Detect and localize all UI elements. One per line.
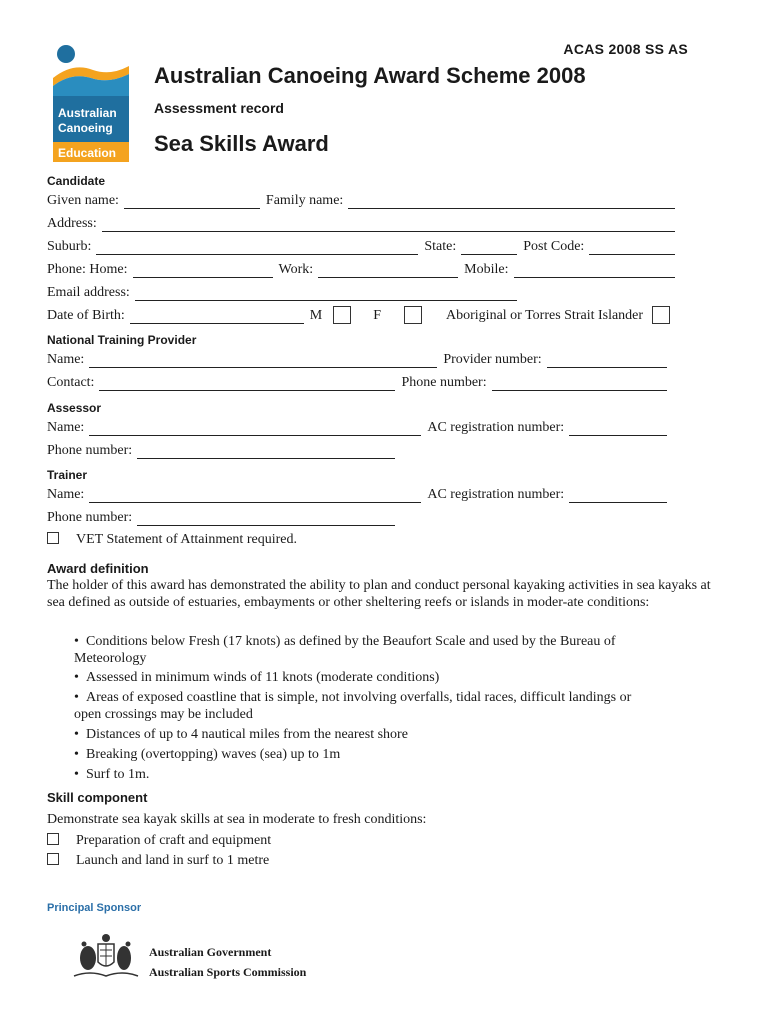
trainer-ac-reg-field[interactable] xyxy=(569,489,667,503)
bullet-item-continuation: Meteorology xyxy=(74,651,147,666)
email-label: Email address: xyxy=(47,285,130,300)
trainer-name-label: Name: xyxy=(47,487,85,502)
ntp-contact-label: Contact: xyxy=(47,375,95,390)
trainer-phone-row xyxy=(47,506,675,526)
atsi-label: Aboriginal or Torres Strait Islander xyxy=(446,308,644,323)
address-row xyxy=(47,212,675,232)
award-name: Sea Skills Award xyxy=(154,131,329,156)
australian-sports-commission-text: Australian Sports Commission xyxy=(149,965,307,979)
assessor-phone-label: Phone number: xyxy=(47,443,133,458)
suburb-field[interactable] xyxy=(96,241,418,255)
ntp-contact-row xyxy=(47,371,667,391)
ntp-name-row xyxy=(47,348,667,368)
ntp-contact-field[interactable] xyxy=(99,377,395,391)
state-label: State: xyxy=(424,239,457,254)
australian-canoeing-education-logo xyxy=(53,44,129,162)
dob-field[interactable] xyxy=(130,310,304,324)
bullet-item: • Areas of exposed coastline that is simple, not involving overfalls, tidal races, difficult landings or xyxy=(74,690,632,705)
skill-checkbox[interactable] xyxy=(47,853,59,865)
ntp-name-label: Name: xyxy=(47,352,85,367)
award-definition-text: The holder of this award has demonstrated the ability to plan and conduct personal kayaking activities in sea kayaks at sea defined as outside of estuaries, embayments or other sheltering reefs or islands in moder-ate conditions: xyxy=(47,578,711,610)
address-field[interactable] xyxy=(102,218,675,232)
trainer-name-row xyxy=(47,483,667,503)
candidate-heading: Candidate xyxy=(47,174,106,188)
skill-label: Launch and land in surf to 1 metre xyxy=(76,853,270,868)
trainer-phone-field[interactable] xyxy=(137,512,395,526)
phone-row xyxy=(47,258,675,278)
bullet-item-continuation: open crossings may be included xyxy=(74,707,253,722)
trainer-name-field[interactable] xyxy=(89,489,421,503)
logo-line3: Education xyxy=(58,146,117,160)
assessor-heading: Assessor xyxy=(47,401,102,415)
male-label: M xyxy=(309,308,323,323)
principal-sponsor-label: Principal Sponsor xyxy=(47,902,142,914)
trainer-ac-reg-label: AC registration number: xyxy=(427,487,565,502)
post-code-label: Post Code: xyxy=(523,239,585,254)
dob-row xyxy=(47,304,707,324)
dob-label: Date of Birth: xyxy=(47,308,125,323)
bullet-item: • Surf to 1m. xyxy=(74,767,150,782)
assessor-name-field[interactable] xyxy=(89,422,421,436)
assessor-phone-row xyxy=(47,439,675,459)
trainer-phone-label: Phone number: xyxy=(47,510,133,525)
work-field[interactable] xyxy=(318,264,458,278)
assessor-ac-reg-field[interactable] xyxy=(569,422,667,436)
page-title: Australian Canoeing Award Scheme 2008 xyxy=(154,63,586,88)
email-row xyxy=(47,281,675,301)
skill-item xyxy=(47,853,269,869)
vet-label: VET Statement of Attainment required. xyxy=(76,532,297,547)
skill-label: Preparation of craft and equipment xyxy=(76,833,272,848)
phone-home-label: Phone: Home: xyxy=(47,262,128,277)
family-name-label: Family name: xyxy=(265,193,344,208)
suburb-label: Suburb: xyxy=(47,239,92,254)
vet-checkbox[interactable] xyxy=(47,532,59,544)
ntp-name-field[interactable] xyxy=(89,354,437,368)
bullet-item: • Assessed in minimum winds of 11 knots (moderate conditions) xyxy=(74,670,440,685)
given-name-label: Given name: xyxy=(47,193,119,208)
candidate-name-row xyxy=(47,189,675,209)
male-checkbox[interactable] xyxy=(333,306,351,324)
provider-number-field[interactable] xyxy=(547,354,667,368)
email-field[interactable] xyxy=(135,287,517,301)
bullet-item: • Conditions below Fresh (17 knots) as defined by the Beaufort Scale and used by the Bureau of xyxy=(74,634,616,649)
award-definition-heading: Award definition xyxy=(47,561,149,576)
vet-row xyxy=(47,532,297,548)
skill-item xyxy=(47,833,271,849)
page-subtitle: Assessment record xyxy=(154,100,284,116)
skill-component-heading: Skill component xyxy=(47,790,148,805)
assessor-name-row xyxy=(47,416,667,436)
mobile-field[interactable] xyxy=(514,264,676,278)
provider-number-label: Provider number: xyxy=(443,352,542,367)
bullet-item: • Breaking (overtopping) waves (sea) up to 1m xyxy=(74,747,341,762)
trainer-heading: Trainer xyxy=(47,468,88,482)
skill-checkbox[interactable] xyxy=(47,833,59,845)
phone-home-field[interactable] xyxy=(133,264,273,278)
address-label: Address: xyxy=(47,216,97,231)
ntp-phone-label: Phone number: xyxy=(401,375,487,390)
skill-component-intro: Demonstrate sea kayak skills at sea in moderate to fresh conditions: xyxy=(47,812,427,827)
assessor-ac-reg-label: AC registration number: xyxy=(427,420,565,435)
assessor-phone-field[interactable] xyxy=(137,445,395,459)
ntp-heading: National Training Provider xyxy=(47,333,197,347)
coat-of-arms-icon xyxy=(70,932,142,980)
family-name-field[interactable] xyxy=(348,195,675,209)
assessor-name-label: Name: xyxy=(47,420,85,435)
logo-line2: Canoeing xyxy=(58,121,113,135)
ntp-phone-field[interactable] xyxy=(492,377,667,391)
atsi-checkbox[interactable] xyxy=(652,306,670,324)
work-label: Work: xyxy=(278,262,314,277)
mobile-label: Mobile: xyxy=(464,262,509,277)
suburb-row xyxy=(47,235,675,255)
australian-government-text: Australian Government xyxy=(149,945,272,959)
female-checkbox[interactable] xyxy=(404,306,422,324)
logo-line1: Australian xyxy=(58,106,117,120)
female-label: F xyxy=(373,308,382,323)
document-code: ACAS 2008 SS AS xyxy=(563,41,688,57)
state-field[interactable] xyxy=(461,241,517,255)
given-name-field[interactable] xyxy=(124,195,260,209)
bullet-item: • Distances of up to 4 nautical miles from the nearest shore xyxy=(74,727,408,742)
post-code-field[interactable] xyxy=(589,241,675,255)
